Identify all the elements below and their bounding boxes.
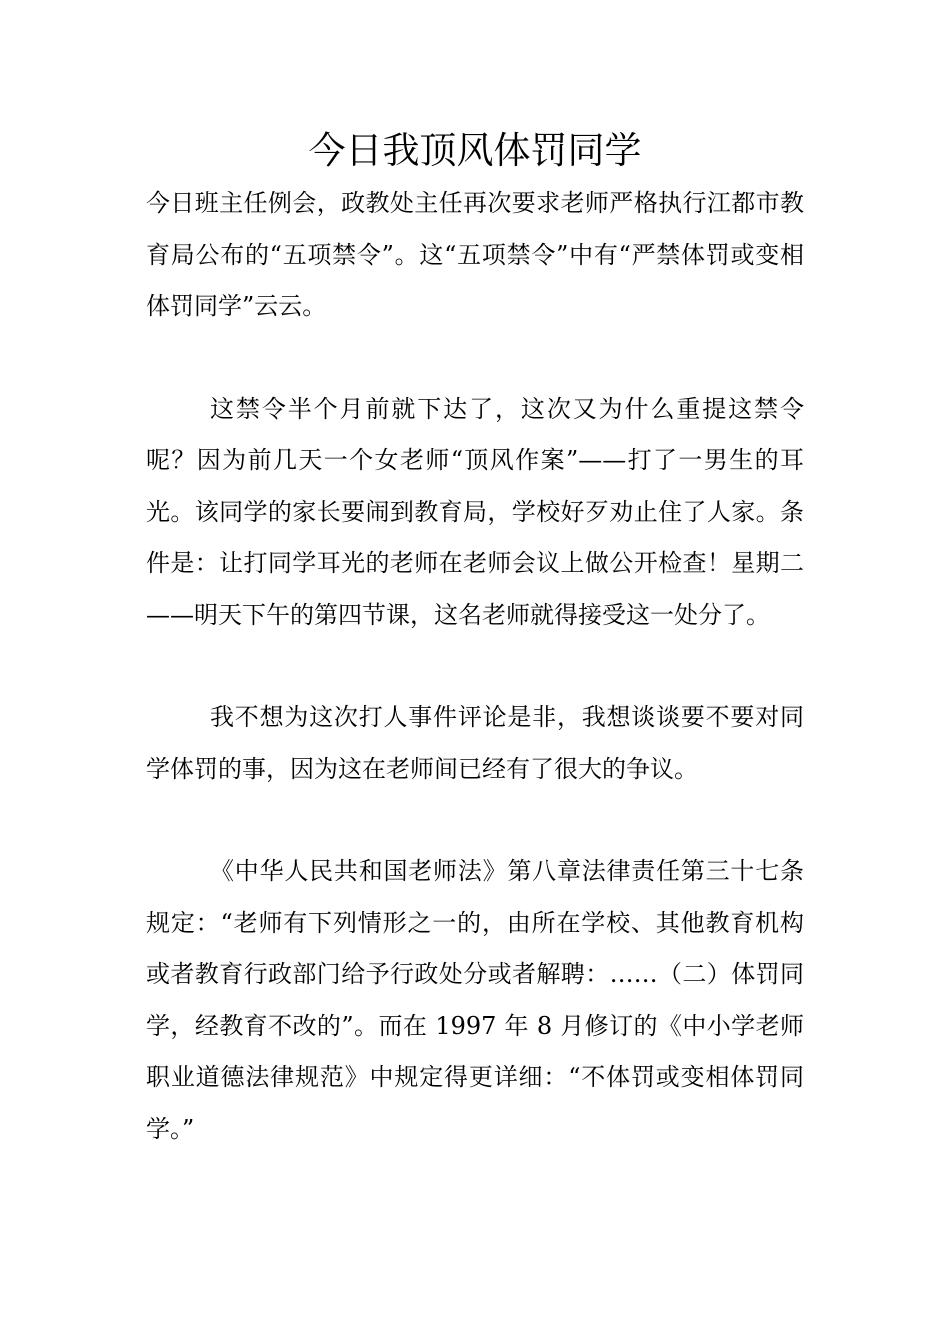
paragraph-spacer — [146, 333, 804, 384]
document-body — [146, 178, 804, 1155]
paragraph-3: 我不想为这次打人事件评论是非，我想谈谈要不要对同学体罚的事，因为这在老师间已经有了很大的争议。 — [146, 703, 804, 783]
paragraph-2: 这禁令半个月前就下达了，这次又为什么重提这禁令呢？因为前几天一个女老师“顶风作案”——打了一男生的耳光。该同学的家长要闹到教育局，学校好歹劝止住了人家。条件是：让打同学耳光的老师在老师会议上做公开检查！星期二——明天下午的第四节课，这名老师就得接受这一处分了。 — [146, 394, 804, 629]
paragraph-spacer — [146, 795, 804, 846]
paragraph-4: 《中华人民共和国老师法》第八章法律责任第三十七条规定：“老师有下列情形之一的，由所在学校、其他教育机构或者教育行政部门给予行政处分或者解聘：……（二）体罚同学，经教育不改的”。而在 1997 年 8 月修订的《中小学老师职业道德法律规范》中规定得更详细：“不体罚或变相体罚同学。” — [146, 857, 804, 1143]
paragraph-spacer — [146, 641, 804, 692]
paragraph-1: 今日班主任例会，政教处主任再次要求老师严格执行江都市教育局公布的“五项禁令”。这“五项禁令”中有“严禁体罚或变相体罚同学”云云。 — [146, 189, 804, 320]
document-title: 今日我顶风体罚同学 — [308, 129, 642, 172]
